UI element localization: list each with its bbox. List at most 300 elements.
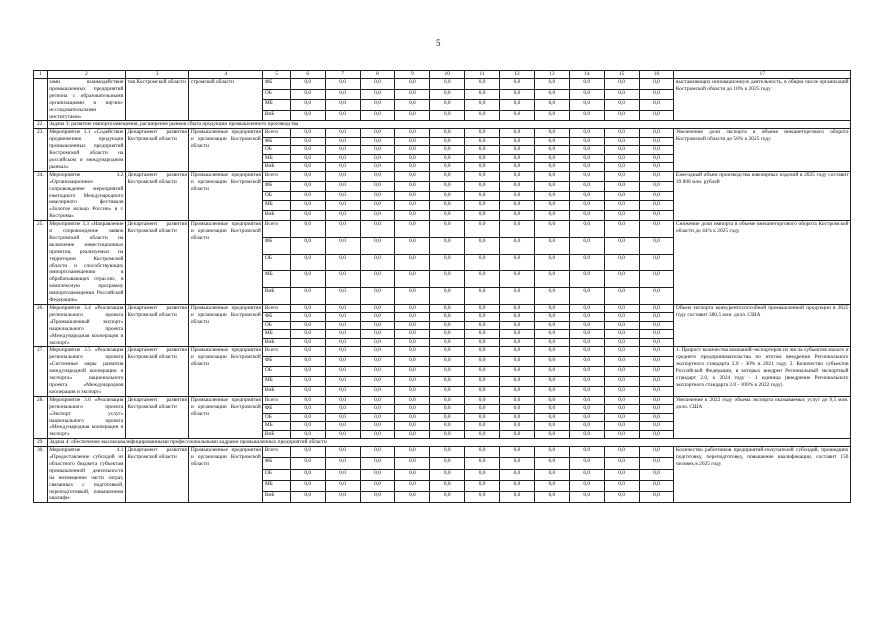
funding-value: 0,0: [290, 386, 325, 396]
funding-value: 0,0: [325, 386, 360, 396]
funding-value: 0,0: [430, 396, 465, 404]
funding-value: 0,0: [500, 79, 535, 90]
funding-value: 0,0: [465, 338, 500, 347]
task-title: Задача 4: обеспечение высококвалифицированными профессиональными кадрами промышленных предприятий области: [47, 439, 850, 447]
funding-value: 0,0: [430, 146, 465, 154]
funding-value: 0,0: [534, 163, 569, 172]
funding-source: МБ: [263, 100, 290, 111]
funding-source: Всего: [263, 171, 290, 181]
funding-value: 0,0: [604, 377, 639, 387]
funding-value: 0,0: [290, 413, 325, 421]
measure-description: Мероприятие 3.2 «Организационное сопровождение мероприятий ежегодного Международного ювелирного фестиваля «Золотое кольцо России» в г. Кострома»: [49, 171, 124, 220]
funding-value: 0,0: [325, 480, 360, 491]
funding-value: 0,0: [290, 171, 325, 181]
funding-value: 0,0: [290, 313, 325, 321]
funding-value: 0,0: [500, 321, 535, 329]
funding-value: 0,0: [290, 377, 325, 387]
funding-value: 0,0: [325, 100, 360, 111]
funding-source: Всего: [263, 447, 290, 458]
row-number: 24.: [34, 171, 48, 220]
funding-value: 0,0: [639, 89, 674, 100]
header-cell: 6: [290, 71, 325, 79]
funding-value: 0,0: [430, 447, 465, 458]
funding-value: 0,0: [569, 357, 604, 367]
funding-value: 0,0: [500, 254, 535, 271]
funding-value: 0,0: [639, 338, 674, 347]
funding-value: 0,0: [500, 330, 535, 338]
funding-value: 0,0: [395, 377, 430, 387]
funding-value: 0,0: [604, 191, 639, 201]
funding-value: 0,0: [569, 154, 604, 162]
funding-value: 0,0: [604, 422, 639, 430]
funding-value: 0,0: [430, 163, 465, 172]
row-number: 27.: [34, 347, 48, 396]
funding-value: 0,0: [569, 171, 604, 181]
funding-value: 0,0: [360, 271, 395, 288]
funding-value: 0,0: [569, 129, 604, 137]
funding-value: 0,0: [639, 330, 674, 338]
funding-value: 0,0: [569, 430, 604, 439]
funding-value: 0,0: [604, 89, 639, 100]
funding-value: 0,0: [639, 422, 674, 430]
funding-value: 0,0: [569, 201, 604, 211]
funding-value: 0,0: [465, 480, 500, 491]
funding-value: 0,0: [465, 201, 500, 211]
table-row: [34, 447, 851, 458]
funding-value: 0,0: [465, 237, 500, 254]
funding-value: 0,0: [290, 367, 325, 377]
funding-source: МБ: [263, 271, 290, 288]
funding-source: ВнБ: [263, 163, 290, 172]
funding-value: 0,0: [290, 254, 325, 271]
row-number: 26.: [34, 305, 48, 347]
funding-value: 0,0: [395, 254, 430, 271]
funding-value: 0,0: [639, 347, 674, 357]
responsible-executor: Департамент развития Костромской области: [125, 396, 188, 438]
funding-value: 0,0: [360, 254, 395, 271]
funding-value: 0,0: [534, 330, 569, 338]
funding-value: 0,0: [395, 480, 430, 491]
funding-value: 0,0: [569, 110, 604, 121]
funding-value: 0,0: [465, 347, 500, 357]
funding-value: 0,0: [290, 492, 325, 503]
funding-value: 0,0: [534, 254, 569, 271]
funding-value: 0,0: [325, 447, 360, 458]
funding-value: 0,0: [569, 347, 604, 357]
funding-value: 0,0: [430, 367, 465, 377]
funding-value: 0,0: [290, 237, 325, 254]
funding-value: 0,0: [395, 154, 430, 162]
responsible-executor: Департамент развития Костромской области: [125, 171, 188, 220]
funding-value: 0,0: [500, 386, 535, 396]
funding-value: 0,0: [360, 480, 395, 491]
target-indicator: Объем экспорта конкурентоспособной промышленной продукции в 2025 году составит 380,5 млн. долл. США: [674, 305, 851, 347]
funding-value: 0,0: [290, 181, 325, 191]
funding-value: 0,0: [325, 146, 360, 154]
funding-value: 0,0: [395, 271, 430, 288]
header-cell: 3: [125, 71, 188, 79]
funding-value: 0,0: [360, 313, 395, 321]
funding-value: 0,0: [534, 377, 569, 387]
funding-value: 0,0: [395, 171, 430, 181]
table-row: [34, 221, 851, 238]
funding-source: МБ: [263, 377, 290, 387]
funding-value: 0,0: [465, 254, 500, 271]
funding-value: 0,0: [500, 313, 535, 321]
funding-source: Всего: [263, 347, 290, 357]
funding-value: 0,0: [639, 430, 674, 439]
funding-value: 0,0: [430, 79, 465, 90]
funding-value: 0,0: [325, 181, 360, 191]
funding-value: 0,0: [569, 330, 604, 338]
funding-value: 0,0: [534, 89, 569, 100]
header-cell: 14: [569, 71, 604, 79]
funding-value: 0,0: [500, 110, 535, 121]
funding-value: 0,0: [430, 288, 465, 305]
funding-value: 0,0: [569, 191, 604, 201]
funding-value: 0,0: [569, 396, 604, 404]
funding-value: 0,0: [465, 137, 500, 145]
funding-value: 0,0: [569, 163, 604, 172]
funding-value: 0,0: [325, 347, 360, 357]
funding-value: 0,0: [569, 271, 604, 288]
funding-value: 0,0: [465, 458, 500, 469]
funding-value: 0,0: [639, 201, 674, 211]
funding-value: 0,0: [395, 386, 430, 396]
participants: Промышленные предприятия и организации Костромской области: [189, 305, 263, 347]
funding-value: 0,0: [500, 458, 535, 469]
funding-value: 0,0: [500, 201, 535, 211]
header-cell: 13: [534, 71, 569, 79]
funding-value: 0,0: [569, 100, 604, 111]
funding-value: 0,0: [395, 163, 430, 172]
funding-value: 0,0: [430, 377, 465, 387]
funding-value: 0,0: [360, 321, 395, 329]
funding-value: 0,0: [430, 492, 465, 503]
funding-value: 0,0: [360, 137, 395, 145]
funding-value: 0,0: [325, 221, 360, 238]
funding-value: 0,0: [395, 413, 430, 421]
funding-value: 0,0: [569, 367, 604, 377]
funding-value: 0,0: [395, 422, 430, 430]
funding-value: 0,0: [604, 338, 639, 347]
funding-value: 0,0: [569, 386, 604, 396]
header-cell: 15: [604, 71, 639, 79]
funding-value: 0,0: [604, 201, 639, 211]
funding-value: 0,0: [325, 357, 360, 367]
funding-value: 0,0: [465, 447, 500, 458]
funding-value: 0,0: [290, 321, 325, 329]
funding-value: 0,0: [500, 305, 535, 313]
funding-value: 0,0: [604, 313, 639, 321]
participants: Промышленные предприятия и организации Костромской области: [189, 447, 263, 503]
funding-value: 0,0: [465, 321, 500, 329]
funding-value: 0,0: [534, 396, 569, 404]
funding-value: 0,0: [395, 469, 430, 480]
funding-value: 0,0: [604, 480, 639, 491]
measure-description: зами взаимодействия промышленных предприятий региона с образовательными организациями и научно-исследовательскими институтами»: [49, 79, 124, 120]
funding-value: 0,0: [395, 181, 430, 191]
funding-source: ФБ: [263, 237, 290, 254]
funding-value: 0,0: [639, 396, 674, 404]
header-cell: 9: [395, 71, 430, 79]
responsible-executor: Департамент развития Костромской области: [125, 129, 188, 171]
funding-value: 0,0: [430, 357, 465, 367]
funding-value: 0,0: [465, 469, 500, 480]
header-cell: 17: [674, 71, 851, 79]
funding-value: 0,0: [500, 237, 535, 254]
funding-value: 0,0: [395, 100, 430, 111]
funding-value: 0,0: [465, 79, 500, 90]
funding-source: ОБ: [263, 413, 290, 421]
funding-value: 0,0: [639, 79, 674, 90]
funding-value: 0,0: [360, 305, 395, 313]
funding-value: 0,0: [500, 338, 535, 347]
funding-value: 0,0: [360, 110, 395, 121]
funding-value: 0,0: [465, 181, 500, 191]
funding-value: 0,0: [500, 422, 535, 430]
funding-value: 0,0: [325, 458, 360, 469]
funding-value: 0,0: [604, 79, 639, 90]
funding-value: 0,0: [500, 413, 535, 421]
funding-source: ВнБ: [263, 110, 290, 121]
header-cell: 16: [639, 71, 674, 79]
funding-value: 0,0: [500, 405, 535, 413]
funding-value: 0,0: [395, 129, 430, 137]
header-cell: 12: [500, 71, 535, 79]
funding-value: 0,0: [360, 338, 395, 347]
funding-value: 0,0: [534, 338, 569, 347]
funding-value: 0,0: [325, 422, 360, 430]
funding-value: 0,0: [639, 163, 674, 172]
funding-value: 0,0: [534, 191, 569, 201]
page-number: 5: [436, 38, 441, 48]
funding-value: 0,0: [534, 347, 569, 357]
funding-source: ОБ: [263, 469, 290, 480]
funding-value: 0,0: [534, 458, 569, 469]
funding-value: 0,0: [360, 100, 395, 111]
funding-value: 0,0: [639, 137, 674, 145]
funding-value: 0,0: [465, 430, 500, 439]
funding-value: 0,0: [639, 129, 674, 137]
funding-value: 0,0: [290, 396, 325, 404]
funding-value: 0,0: [325, 171, 360, 181]
funding-value: 0,0: [604, 171, 639, 181]
funding-value: 0,0: [430, 405, 465, 413]
funding-value: 0,0: [604, 367, 639, 377]
funding-value: 0,0: [500, 89, 535, 100]
funding-value: 0,0: [604, 211, 639, 221]
funding-value: 0,0: [604, 154, 639, 162]
funding-value: 0,0: [290, 146, 325, 154]
funding-value: 0,0: [290, 110, 325, 121]
funding-value: 0,0: [430, 254, 465, 271]
funding-value: 0,0: [604, 357, 639, 367]
funding-value: 0,0: [639, 469, 674, 480]
funding-value: 0,0: [639, 146, 674, 154]
funding-value: 0,0: [604, 413, 639, 421]
header-cell: 5: [263, 71, 290, 79]
funding-value: 0,0: [360, 171, 395, 181]
funding-value: 0,0: [325, 338, 360, 347]
funding-value: 0,0: [534, 321, 569, 329]
funding-value: 0,0: [604, 271, 639, 288]
funding-value: 0,0: [534, 413, 569, 421]
funding-value: 0,0: [360, 492, 395, 503]
funding-value: 0,0: [430, 321, 465, 329]
funding-value: 0,0: [290, 357, 325, 367]
funding-value: 0,0: [360, 447, 395, 458]
responsible-executor: Департамент развития Костромской области: [125, 447, 188, 503]
funding-value: 0,0: [325, 405, 360, 413]
funding-value: 0,0: [500, 171, 535, 181]
funding-value: 0,0: [465, 163, 500, 172]
funding-value: 0,0: [290, 129, 325, 137]
funding-value: 0,0: [569, 447, 604, 458]
funding-value: 0,0: [534, 422, 569, 430]
funding-value: 0,0: [534, 110, 569, 121]
funding-value: 0,0: [430, 305, 465, 313]
row-number: 30.: [34, 447, 48, 503]
table-row: [34, 171, 851, 181]
funding-value: 0,0: [395, 313, 430, 321]
funding-value: 0,0: [569, 422, 604, 430]
funding-value: 0,0: [465, 129, 500, 137]
funding-value: 0,0: [500, 492, 535, 503]
funding-value: 0,0: [395, 146, 430, 154]
funding-source: ФБ: [263, 357, 290, 367]
header-cell: 11: [465, 71, 500, 79]
funding-value: 0,0: [604, 129, 639, 137]
funding-value: 0,0: [290, 405, 325, 413]
funding-value: 0,0: [395, 367, 430, 377]
funding-value: 0,0: [465, 405, 500, 413]
funding-value: 0,0: [639, 171, 674, 181]
funding-value: 0,0: [360, 237, 395, 254]
funding-value: 0,0: [395, 458, 430, 469]
funding-value: 0,0: [430, 422, 465, 430]
funding-value: 0,0: [639, 221, 674, 238]
funding-value: 0,0: [360, 79, 395, 90]
measure-description: Мероприятие 3.6 «Реализация регионального проекта «Экспорт услуг» национального проекта «Международная кооперация и экспорт»: [49, 396, 124, 438]
funding-value: 0,0: [500, 191, 535, 201]
funding-value: 0,0: [290, 100, 325, 111]
funding-value: 0,0: [639, 181, 674, 191]
table-row: [34, 79, 851, 90]
funding-value: 0,0: [430, 413, 465, 421]
funding-value: 0,0: [430, 386, 465, 396]
funding-value: 0,0: [325, 137, 360, 145]
funding-value: 0,0: [500, 181, 535, 191]
funding-value: 0,0: [569, 413, 604, 421]
funding-value: 0,0: [500, 469, 535, 480]
funding-value: 0,0: [500, 288, 535, 305]
funding-value: 0,0: [395, 347, 430, 357]
funding-value: 0,0: [465, 89, 500, 100]
funding-value: 0,0: [569, 321, 604, 329]
funding-value: 0,0: [360, 146, 395, 154]
funding-source: ФБ: [263, 405, 290, 413]
funding-value: 0,0: [569, 237, 604, 254]
funding-value: 0,0: [430, 430, 465, 439]
funding-source: ФБ: [263, 137, 290, 145]
funding-value: 0,0: [430, 469, 465, 480]
funding-value: 0,0: [534, 237, 569, 254]
funding-value: 0,0: [465, 100, 500, 111]
participants: стромской области: [189, 79, 263, 121]
funding-value: 0,0: [360, 154, 395, 162]
funding-value: 0,0: [639, 100, 674, 111]
funding-value: 0,0: [569, 221, 604, 238]
funding-value: 0,0: [465, 386, 500, 396]
funding-value: 0,0: [534, 181, 569, 191]
funding-value: 0,0: [430, 110, 465, 121]
funding-value: 0,0: [360, 89, 395, 100]
funding-value: 0,0: [534, 447, 569, 458]
funding-value: 0,0: [395, 305, 430, 313]
funding-value: 0,0: [569, 313, 604, 321]
funding-value: 0,0: [534, 386, 569, 396]
funding-value: 0,0: [465, 154, 500, 162]
funding-source: ОБ: [263, 191, 290, 201]
funding-value: 0,0: [604, 221, 639, 238]
funding-value: 0,0: [500, 146, 535, 154]
funding-value: 0,0: [360, 221, 395, 238]
funding-value: 0,0: [534, 211, 569, 221]
funding-value: 0,0: [430, 129, 465, 137]
funding-value: 0,0: [569, 79, 604, 90]
funding-value: 0,0: [639, 271, 674, 288]
row-number: 22.: [34, 121, 48, 129]
funding-value: 0,0: [639, 377, 674, 387]
funding-value: 0,0: [500, 211, 535, 221]
funding-value: 0,0: [534, 288, 569, 305]
funding-value: 0,0: [500, 480, 535, 491]
target-indicator: Ежегодный объем производства ювелирных изделий в 2025 году составит 39 800 млн. рублей: [674, 171, 851, 220]
funding-value: 0,0: [569, 469, 604, 480]
funding-value: 0,0: [639, 305, 674, 313]
task-row: [34, 121, 851, 129]
funding-value: 0,0: [325, 469, 360, 480]
funding-value: 0,0: [360, 181, 395, 191]
funding-value: 0,0: [360, 191, 395, 201]
target-indicator: Снижение доли импорта в объеме внешнеторгового оборота Костромской области до 44% к 2025 году: [674, 221, 851, 305]
funding-value: 0,0: [534, 305, 569, 313]
funding-value: 0,0: [360, 413, 395, 421]
funding-value: 0,0: [290, 447, 325, 458]
funding-value: 0,0: [465, 367, 500, 377]
funding-value: 0,0: [325, 330, 360, 338]
row-number: 29.: [34, 439, 48, 447]
participants: Промышленные предприятия и организации Костромской области: [189, 129, 263, 171]
funding-value: 0,0: [639, 313, 674, 321]
header-row: [34, 71, 851, 79]
funding-value: 0,0: [430, 480, 465, 491]
target-indicator: Увеличение доли экспорта в объеме внешнеторгового оборота Костромской области до 56% к 2025 году: [674, 129, 851, 171]
funding-value: 0,0: [325, 305, 360, 313]
funding-value: 0,0: [500, 447, 535, 458]
target-indicator: 1. Прирост количества компаний-экспортеров из числа субъектов малого и среднего предпринимательства по итогам внедрения Регионального экспортного стандарта 2.0 - 30% в 2021 году. 2. Количество субъектов Российской Федерации, в которых внедрен Региональный экспортный стандарт 2.0, к 2024 году - 1 единица (внедрение Регионального экспортного стандарта 2.0 - 100% к 2022 году): [674, 347, 851, 396]
funding-value: 0,0: [360, 357, 395, 367]
funding-value: 0,0: [395, 396, 430, 404]
funding-source: МБ: [263, 480, 290, 491]
funding-source: ВнБ: [263, 338, 290, 347]
measure-description: Мероприятие 3.1 «Содействие продвижению продукции промышленных предприятий Костромской области на российском и международном рынках»: [49, 129, 124, 170]
funding-value: 0,0: [325, 321, 360, 329]
funding-source: ВнБ: [263, 211, 290, 221]
funding-value: 0,0: [430, 181, 465, 191]
target-indicator: выставляющих инновационную деятельность, в общем числе организаций Костромской области до 10% к 2025 году: [674, 79, 851, 121]
